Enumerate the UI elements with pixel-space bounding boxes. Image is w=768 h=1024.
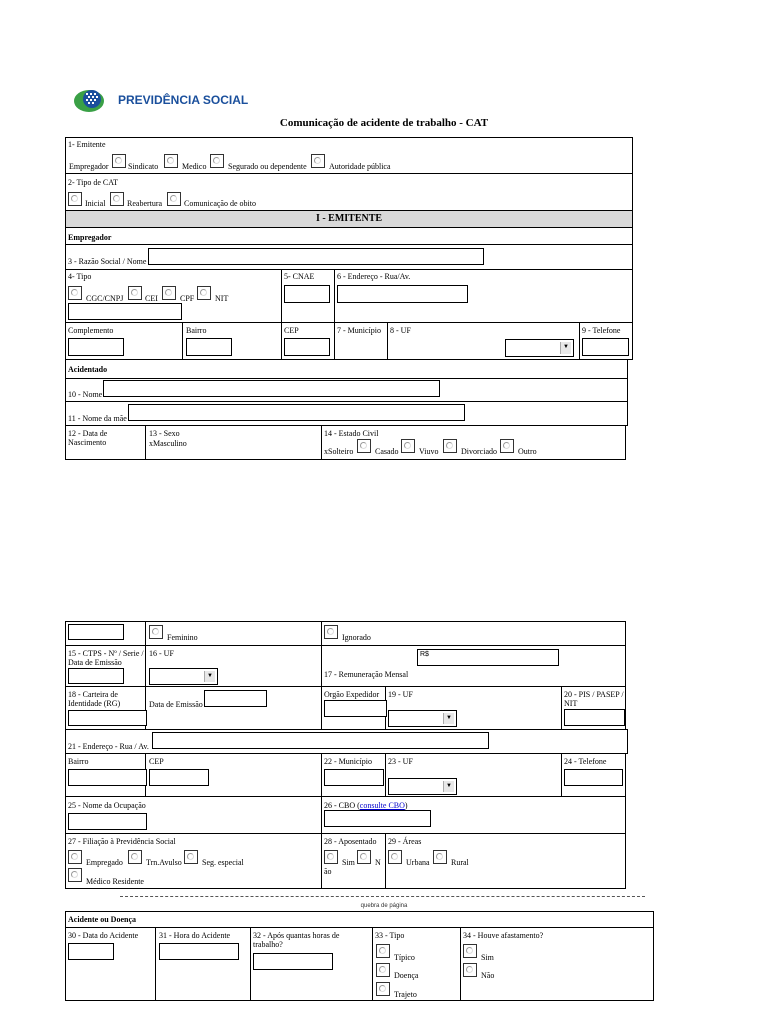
areas-label: 29 - Áreas [388, 837, 422, 846]
nome-input[interactable] [103, 380, 440, 397]
opt-afastamento-nao-label: Não [481, 971, 495, 980]
previdencia-logo-icon [72, 86, 106, 114]
section-emitente: I - EMITENTE [65, 210, 633, 228]
opt-feminino-label: Feminino [167, 633, 198, 642]
complemento-input[interactable] [68, 338, 124, 356]
ocupacao-label: 25 - Nome da Ocupação [68, 801, 146, 810]
radio-sindicato[interactable] [164, 154, 178, 168]
telefone-input[interactable] [582, 338, 629, 356]
nascimento-input[interactable] [68, 624, 124, 640]
ocupacao-input[interactable] [68, 813, 147, 830]
radio-rural[interactable] [433, 850, 447, 864]
afastamento-label: 34 - Houve afastamento? [463, 931, 544, 940]
uf-select[interactable] [505, 339, 574, 357]
row-tipo-cat [65, 173, 633, 211]
cnae-label: 5- CNAE [284, 272, 315, 281]
nome-label: 10 - Nome [68, 390, 103, 399]
row-emitente [65, 137, 633, 174]
orgao-label: Orgão Expedidor [324, 690, 380, 699]
radio-medico-residente[interactable] [68, 868, 82, 882]
radio-tipico[interactable] [376, 944, 390, 958]
endereco-label: 6 - Endereço - Rua/Av. [337, 272, 411, 281]
opt-empregador-label: Empregador [69, 162, 109, 171]
radio-avulso[interactable] [128, 850, 142, 864]
opt-nit-label: NIT [215, 294, 229, 303]
row-nascimento-cont [65, 621, 626, 646]
bairro2-label: Bairro [68, 757, 89, 766]
opt-reabertura-label: Reabertura [127, 199, 163, 208]
data-acidente-label: 30 - Data do Acidente [68, 931, 139, 940]
radio-afastamento-nao[interactable] [463, 963, 477, 977]
cbo-label: 26 - CBO (consulte CBO) [324, 801, 408, 810]
tipo-cat-label: 2- Tipo de CAT [68, 178, 119, 187]
row-empregador [65, 227, 633, 245]
radio-outro[interactable] [500, 439, 514, 453]
uf16-label: 16 - UF [149, 649, 174, 658]
chevron-down-icon: ▼ [560, 342, 571, 354]
complemento-label: Complemento [68, 326, 114, 335]
radio-obito[interactable] [167, 192, 181, 206]
row-acidente [65, 911, 654, 928]
uf16-select[interactable] [149, 668, 218, 685]
bairro2-input[interactable] [68, 769, 147, 786]
row-bairro2 [65, 753, 626, 797]
rg-label: 18 - Carteira de Identidade (RG) [68, 690, 121, 708]
row-nome-mae [65, 401, 628, 426]
radio-urbana[interactable] [388, 850, 402, 864]
opt-cgc-label: CGC/CNPJ [86, 294, 124, 303]
telefone-label: 9 - Telefone [582, 326, 621, 335]
row-acidente-detalhes [65, 927, 654, 1001]
opt-ignorado-label: Ignorado [342, 633, 371, 642]
hora-acidente-label: 31 - Hora do Acidente [159, 931, 231, 940]
bairro-label: Bairro [186, 326, 207, 335]
opt-trajeto-label: Trajeto [394, 990, 417, 999]
row-rg [65, 686, 626, 730]
remuneracao-input[interactable] [417, 649, 559, 666]
radio-feminino[interactable] [149, 625, 163, 639]
radio-empregador[interactable] [112, 154, 126, 168]
pis-input[interactable] [564, 709, 625, 726]
municipio22-input[interactable] [324, 769, 384, 786]
opt-medico-residente-label: Médico Residente [86, 877, 144, 886]
opt-rural-label: Rural [451, 858, 469, 867]
opt-inicial-label: Inicial [85, 199, 106, 208]
opt-viuvo-label: Viuvo [419, 447, 439, 456]
currency-prefix: R$ [420, 651, 429, 658]
opt-medico-label: Medico [182, 162, 207, 171]
chevron-down-icon: ▼ [204, 671, 215, 682]
row-ocupacao [65, 796, 626, 834]
cep2-label: CEP [149, 757, 164, 766]
remuneracao-label: 17 - Remuneração Mensal [324, 670, 409, 679]
aposentado-label: 28 - Aposentado [324, 837, 377, 846]
chevron-down-icon: ▼ [443, 781, 454, 792]
logo [72, 86, 262, 116]
opt-avulso-label: Trn.Avulso [146, 858, 182, 867]
radio-segurado[interactable] [311, 154, 325, 168]
orgao-input[interactable] [324, 700, 387, 717]
nascimento-label: 12 - Data de Nascimento [68, 429, 108, 447]
uf-label: 8 - UF [390, 326, 411, 335]
opt-empregado-label: Empregado [86, 858, 123, 867]
radio-divorciado[interactable] [443, 439, 457, 453]
consulte-cbo-link[interactable]: consulte CBO [359, 801, 405, 810]
row-ctps [65, 645, 626, 687]
opt-casado-label: Casado [375, 447, 399, 456]
radio-seg-especial[interactable] [184, 850, 198, 864]
opt-cei-label: CEI [145, 294, 158, 303]
radio-nit[interactable] [197, 286, 211, 300]
uf23-label: 23 - UF [388, 757, 413, 766]
razao-social-label: 3 - Razão Social / Nome [68, 257, 147, 266]
uf19-select[interactable] [388, 710, 457, 727]
cep2-input[interactable] [149, 769, 209, 786]
opt-obito-label: Comunicação de obito [184, 199, 256, 208]
radio-afastamento-sim[interactable] [463, 944, 477, 958]
endereco-input[interactable] [337, 285, 468, 303]
estado-civil-label: 14 - Estado Civil [324, 429, 379, 438]
endereco21-label: 21 - Endereço - Rua / Av. [68, 742, 149, 751]
row-tipo-cnae-endereco [65, 269, 633, 323]
opt-tipico-label: Típico [394, 953, 415, 962]
tipo-label: 4- Tipo [68, 272, 92, 281]
uf23-select[interactable] [388, 778, 457, 795]
radio-viuvo[interactable] [401, 439, 415, 453]
row-endereco-acidentado [65, 729, 628, 754]
radio-empregado[interactable] [68, 850, 82, 864]
radio-inicial[interactable] [68, 192, 82, 206]
row-nome [65, 378, 628, 402]
bairro-input[interactable] [186, 338, 232, 356]
emitente-label: 1- Emitente [68, 140, 106, 149]
row-acidentado [65, 359, 628, 379]
logo-text: PREVIDÊNCIA SOCIAL [118, 93, 249, 107]
opt-urbana-label: Urbana [406, 858, 430, 867]
filiacao-label: 27 - Filiação à Previdência Social [68, 837, 176, 846]
acidente-heading: Acidente ou Doença [68, 915, 136, 924]
telefone24-label: 24 - Telefone [564, 757, 607, 766]
opt-segurado-label: Segurado ou dependente [228, 162, 307, 171]
page-title: Comunicação de acidente de trabalho - CAT [279, 117, 489, 129]
rg-input[interactable] [68, 710, 147, 726]
page-break-label: quebra de página [360, 903, 408, 909]
radio-doenca[interactable] [376, 963, 390, 977]
opt-sindicato-label: Sindicato [128, 162, 159, 171]
telefone24-input[interactable] [564, 769, 623, 786]
data-emissao-input[interactable] [204, 690, 267, 707]
razao-social-input[interactable] [148, 248, 484, 265]
hora-acidente-input[interactable] [159, 943, 239, 960]
sexo-value: xMasculino [149, 439, 187, 448]
page-break-line [120, 896, 645, 897]
opt-doenca-label: Doença [394, 971, 419, 980]
opt-aposentado-nao-label: N ão [324, 858, 381, 876]
chevron-down-icon: ▼ [443, 713, 454, 724]
radio-cpf[interactable] [162, 286, 176, 300]
radio-reabertura[interactable] [110, 192, 124, 206]
pis-label: 20 - PIS / PASEP / NIT [564, 690, 624, 708]
data-acidente-input[interactable] [68, 943, 114, 960]
empregador-heading: Empregador [68, 233, 112, 242]
radio-medico[interactable] [210, 154, 224, 168]
opt-outro-label: Outro [518, 447, 537, 456]
ctps-input[interactable] [68, 668, 124, 684]
cnae-input[interactable] [284, 285, 330, 303]
opt-cpf-label: CPF [180, 294, 195, 303]
cep-input[interactable] [284, 338, 330, 356]
opt-autoridade-label: Autoridade pública [329, 162, 391, 171]
data-emissao-label: Data de Emissão [149, 700, 203, 709]
ctps-label: 15 - CTPS - Nº / Serie / Data de Emissão [68, 649, 144, 667]
horas-trabalho-label: 32 - Após quantas horas de trabalho? [253, 931, 340, 949]
row-razao-social [65, 244, 633, 270]
nome-mae-input[interactable] [128, 404, 465, 421]
endereco21-input[interactable] [152, 732, 489, 749]
row-filiacao [65, 833, 626, 889]
municipio-label: 7 - Município [337, 326, 381, 335]
radio-cgc[interactable] [68, 286, 82, 300]
municipio22-label: 22 - Município [324, 757, 372, 766]
opt-divorciado-label: Divorciado [461, 447, 497, 456]
tipo-numero-input[interactable] [68, 303, 182, 320]
radio-trajeto[interactable] [376, 982, 390, 996]
row-complemento [65, 322, 633, 360]
row-nascimento-sexo-estado [65, 425, 626, 460]
cep-label: CEP [284, 326, 299, 335]
cbo-input[interactable] [324, 810, 431, 827]
opt-aposentado-sim-label: Sim [342, 858, 355, 867]
radio-cei[interactable] [128, 286, 142, 300]
opt-seg-especial-label: Seg. especial [202, 858, 244, 867]
radio-ignorado[interactable] [324, 625, 338, 639]
acidentado-heading: Acidentado [68, 365, 108, 374]
opt-solteiro-label: xSolteiro [324, 447, 354, 456]
tipo33-label: 33 - Tipo [375, 931, 405, 940]
nome-mae-label: 11 - Nome da mãe [68, 414, 127, 423]
horas-trabalho-input[interactable] [253, 953, 333, 970]
sexo-label: 13 - Sexo [149, 429, 180, 438]
radio-casado[interactable] [357, 439, 371, 453]
opt-afastamento-sim-label: Sim [481, 953, 494, 962]
uf19-label: 19 - UF [388, 690, 413, 699]
